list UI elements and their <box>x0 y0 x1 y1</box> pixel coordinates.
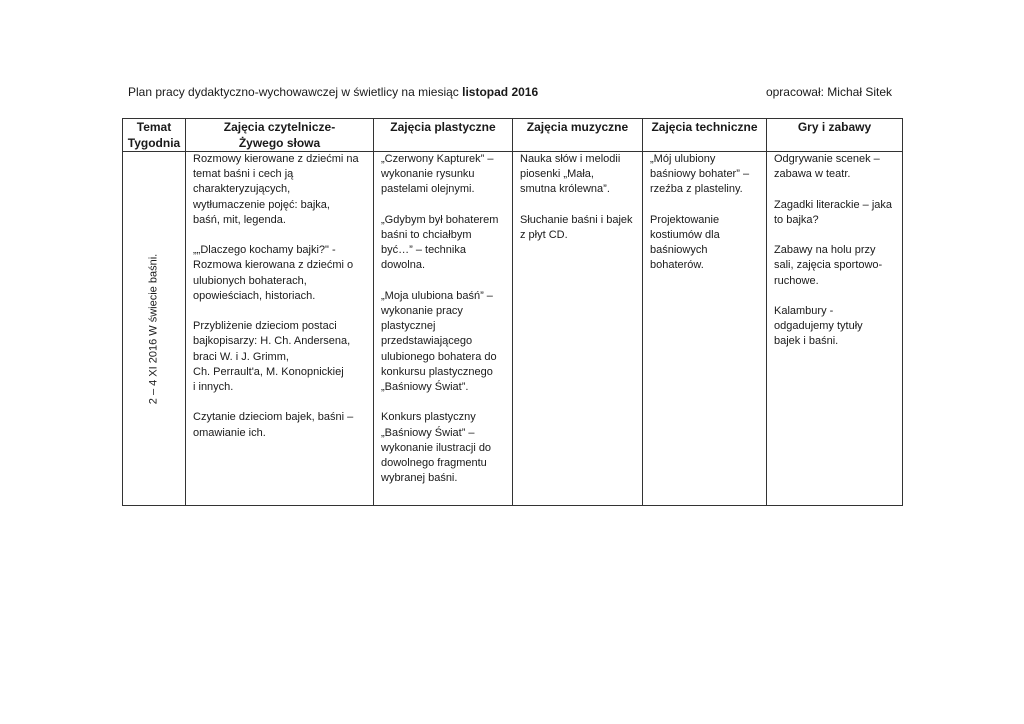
art-activity: „Gdybym był bohaterem baśni to chciałbym być…” – technika dowolna. <box>381 213 499 272</box>
month-label: listopad 2016 <box>462 85 539 99</box>
document-title: Plan pracy dydaktyczno-wychowawczej w świetlicy na miesiąc listopad 2016 <box>128 85 539 99</box>
column-header-music: Zajęcia muzyczne <box>513 119 643 152</box>
music-activity: Nauka słów i melodii piosenki „Mała, smutna królewna”. <box>520 153 621 196</box>
plan-table <box>122 118 903 506</box>
art-cell <box>374 152 513 506</box>
games-cell <box>767 152 903 506</box>
page-header <box>128 85 892 103</box>
column-header-art: Zajęcia plastyczne <box>374 119 513 152</box>
technical-cell <box>643 152 767 506</box>
week-cell <box>123 152 186 506</box>
reading-cell <box>186 152 374 506</box>
games-activity: Kalambury - odgadujemy tytuły bajek i baśni. <box>774 304 863 348</box>
column-header-week: Temat Tygodnia <box>123 119 186 152</box>
column-header-games: Gry i zabawy <box>767 119 903 152</box>
games-activity: Odgrywanie scenek – zabawa w teatr. <box>774 153 880 181</box>
games-activity: Zabawy na holu przy sali, zajęcia sportowo- ruchowe. <box>774 244 883 287</box>
table-row <box>123 152 903 506</box>
art-activity: „Moja ulubiona baśń” – wykonanie pracy plastycznej przedstawiającego ulubionego bohatera do konkursu plastycznego „Baśniowy Świat”. <box>381 289 497 394</box>
technical-activity: Projektowanie kostiumów dla baśniowych bohaterów. <box>650 213 720 272</box>
reading-activity: Czytanie dzieciom bajek, baśni – omawianie ich. <box>193 411 354 439</box>
games-activity: Zagadki literackie – jaka to bajka? <box>774 198 893 226</box>
week-topic: 2 – 4 XI 2016 W świecie baśni. <box>147 253 160 404</box>
music-activity: Słuchanie baśni i bajek z płyt CD. <box>520 213 633 241</box>
column-header-reading: Zajęcia czytelnicze- Żywego słowa <box>186 119 374 152</box>
art-activity: „Czerwony Kapturek” – wykonanie rysunku pastelami olejnymi. <box>381 153 494 196</box>
column-header-technical: Zajęcia techniczne <box>643 119 767 152</box>
author-label: opracował: Michał Sitek <box>765 85 892 99</box>
reading-activity: „„Dlaczego kochamy bajki?" - Rozmowa kierowana z dziećmi o ulubionych bohaterach, opowieściach, historiach. <box>193 244 354 302</box>
reading-activity: Przybliżenie dzieciom postaci bajkopisarzy: H. Ch. Andersena, braci W. i J. Grimm, Ch. Perrault'a, M. Konopnickiej i innych. <box>193 320 351 394</box>
reading-activity: Rozmowy kierowane z dziećmi na temat baśni i cech ją charakteryzujących, wytłumaczenie pojęć: bajka, baśń, mit, legenda. <box>193 153 359 226</box>
technical-activity: „Mój ulubiony baśniowy bohater” – rzeźba z plasteliny. <box>650 153 750 196</box>
table-header-row <box>123 119 903 152</box>
art-activity: Konkurs plastyczny „Baśniowy Świat” – wykonanie ilustracji do dowolnego fragmentu wybranej baśni. <box>381 411 492 485</box>
music-cell <box>513 152 643 506</box>
